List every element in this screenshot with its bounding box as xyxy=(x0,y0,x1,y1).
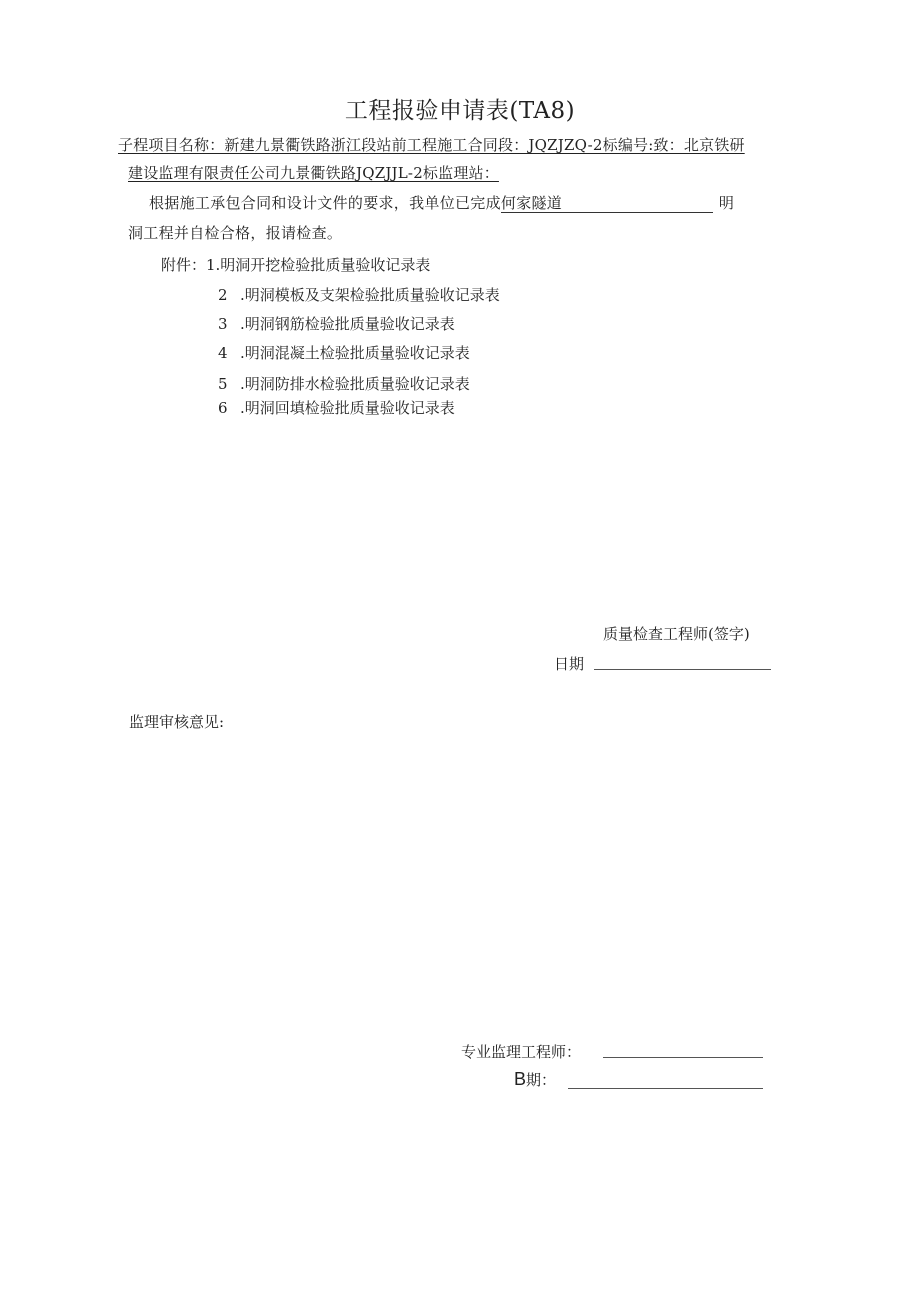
attachment-item xyxy=(218,342,470,363)
request-paragraph-suffix: 明 xyxy=(718,194,735,212)
attachment-number: 3 xyxy=(218,315,228,333)
attachment-item xyxy=(218,373,470,394)
attachment-text: .明洞钢筋检验批质量验收记录表 xyxy=(240,315,455,333)
request-paragraph xyxy=(149,192,734,213)
attachment-number: 4 xyxy=(218,344,228,362)
quality-date-field[interactable] xyxy=(594,669,771,670)
attachment-text: .明洞防排水检验批质量验收记录表 xyxy=(240,375,470,393)
attachment-text: .明洞混凝土检验批质量验收记录表 xyxy=(240,344,470,362)
attachment-item xyxy=(218,313,455,334)
quality-date-label: 日期 xyxy=(554,655,585,673)
request-paragraph-line2: 洞工程并自检合格，报请检查。 xyxy=(128,224,343,242)
attachment-item xyxy=(218,397,455,418)
quality-engineer-signature-label: 质量检查工程师(签字) xyxy=(603,625,750,643)
supervisor-engineer-signature-field[interactable] xyxy=(603,1057,763,1058)
supervisor-engineer-label: 专业监理工程师： xyxy=(461,1043,582,1061)
supervisor-date-field[interactable] xyxy=(568,1088,763,1089)
attachment-number: 5 xyxy=(218,375,228,393)
attachment-text: .明洞回填检验批质量验收记录表 xyxy=(240,399,455,417)
header-project-line: 子程项目名称：新建九景衢铁路浙江段站前工程施工合同段：JQZJZQ-2标编号:致：北京铁研 xyxy=(118,136,745,154)
attachment-number: 6 xyxy=(218,399,228,417)
attachment-item xyxy=(218,284,500,305)
attachment-text: .明洞模板及支架检验批质量验收记录表 xyxy=(240,286,500,304)
completed-work-field[interactable]: 何家隧道 xyxy=(501,195,713,213)
supervisor-date-b-glyph: B xyxy=(514,1069,527,1089)
supervisor-date-text: 期： xyxy=(526,1071,557,1089)
header-supervisor-line: 建设监理有限责任公司九景衢铁路JQZJJL-2标监理站： xyxy=(128,164,499,182)
document-title: 工程报验申请表(TA8) xyxy=(344,98,576,124)
attachment-number: 2 xyxy=(218,286,228,304)
supervisor-date-label xyxy=(514,1069,556,1090)
supervisor-opinion-label: 监理审核意见: xyxy=(129,713,225,731)
attachments-heading: 附件：1.明洞开挖检验批质量验收记录表 xyxy=(161,256,431,274)
request-paragraph-prefix: 根据施工承包合同和设计文件的要求，我单位已完成 xyxy=(149,194,501,212)
